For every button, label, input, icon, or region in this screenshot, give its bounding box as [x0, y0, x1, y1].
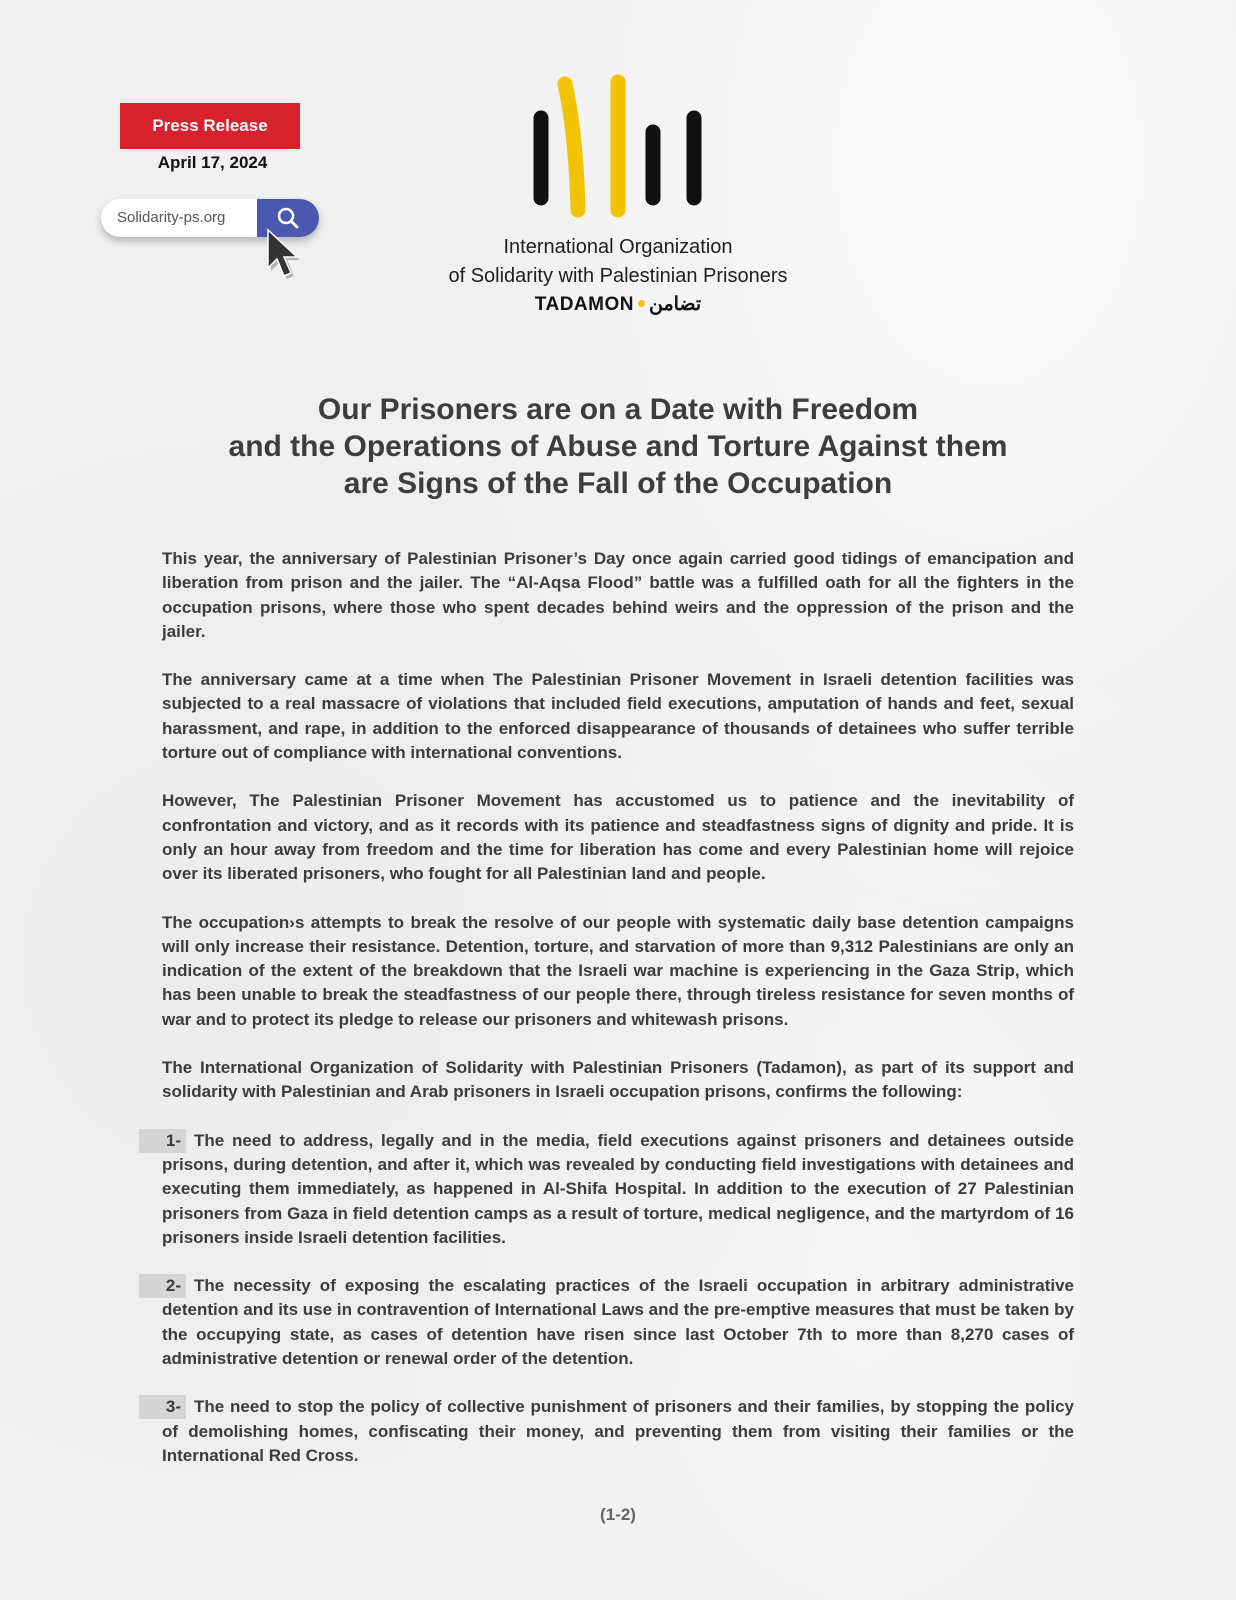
list-number-tag: 2- [139, 1274, 186, 1298]
list-number-tag: 3- [139, 1395, 186, 1419]
list-number-tag: 1- [139, 1129, 186, 1153]
headline-line: are Signs of the Fall of the Occupation [343, 467, 893, 500]
tadamon-logo [528, 74, 708, 224]
org-name-line1: International Organization [503, 236, 733, 258]
press-release-body [162, 547, 1074, 1492]
page-number: (1-2) [600, 1505, 636, 1524]
list-item [162, 1395, 1074, 1468]
organization-name [380, 233, 856, 291]
list-item [162, 1129, 1074, 1250]
website-url: Solidarity-ps.org [117, 209, 226, 226]
headline-line: Our Prisoners are on a Date with Freedom [317, 393, 919, 426]
body-paragraph: The International Organization of Solidarity with Palestinian Prisoners (Tadamon), as part of its support and solidarity with Palestinian and Arab prisoners in Israeli occupation prisons, confirms the following: [162, 1058, 1074, 1102]
headline [160, 391, 1076, 502]
press-release-badge [120, 103, 300, 149]
list-item-text: The need to stop the policy of collective punishment of prisoners and their families, by stopping the policy of demolishing homes, confiscating their money, and preventing them from visiting their families or the International Red Cross. [162, 1397, 1074, 1465]
tadamon-wordmark [500, 293, 736, 316]
body-paragraph: This year, the anniversary of Palestinian Prisoner’s Day once again carried good tidings of emancipation and liberation from prison and the jailer. The “Al-Aqsa Flood” battle was a fulfilled oath for all the fighters in the occupation prisons, where those who spent decades behind weirs and the oppression of the prison and the jailer. [162, 549, 1074, 641]
org-name-line2: of Solidarity with Palestinian Prisoners [448, 265, 788, 287]
press-release-label: Press Release [152, 116, 268, 135]
body-paragraph: The occupation›s attempts to break the resolve of our people with systematic daily base detention campaigns will only increase their resistance. Detention, torture, and starvation of more than 9,312 Palestinians are only an indication of the extent of the breakdown that the Israeli war machine is experiencing in the Gaza Strip, which has been unable to break the steadfastness of our people there, through tireless resistance for seven months of war and to protect its pledge to release our prisoners and whitewash prisons. [162, 912, 1074, 1029]
headline-line: and the Operations of Abuse and Torture Against them [228, 430, 1008, 463]
list-item [162, 1274, 1074, 1371]
list-item-text: The need to address, legally and in the media, field executions against prisoners and detainees outside prisons, during detention, and after it, which was revealed by conducting field investigations with detainees and executing them immediately, as happened in Al-Shifa Hospital. In addition to the execution of 27 Palestinian prisoners from Gaza in field detention camps as a result of torture, medical negligence, and the martyrdom of 16 prisoners inside Israeli detention facilities. [162, 1130, 1074, 1247]
mouse-cursor-icon [264, 226, 304, 282]
tadamon-arabic: تضامن [648, 294, 702, 315]
release-date: April 17, 2024 [157, 153, 268, 172]
yellow-dot-icon [638, 300, 645, 307]
tadamon-latin: TADAMON [534, 294, 634, 315]
body-paragraph: However, The Palestinian Prisoner Movement has accustomed us to patience and the inevitability of confrontation and victory, and as it records with its patience and steadfastness signs of dignity and pride. It is only an hour away from freedom and the time for liberation has come and every Palestinian home will rejoice over its liberated prisoners, who fought for all Palestinian land and people. [162, 791, 1074, 884]
body-paragraph: The anniversary came at a time when The Palestinian Prisoner Movement in Israeli detention facilities was subjected to a real massacre of violations that included field executions, amputation of hands and feet, sexual harassment, and rape, in addition to the enforced disappearance of thousands of detainees who suffer terrible torture out of compliance with international conventions. [162, 670, 1074, 763]
list-item-text: The necessity of exposing the escalating practices of the Israeli occupation in arbitrary administrative detention and its use in contravention of International Laws and the pre-emptive measures that must be taken by the occupying state, as cases of detention have risen since last October 7th to more than 8,270 cases of administrative detention or renewal order of the detention. [162, 1276, 1074, 1369]
